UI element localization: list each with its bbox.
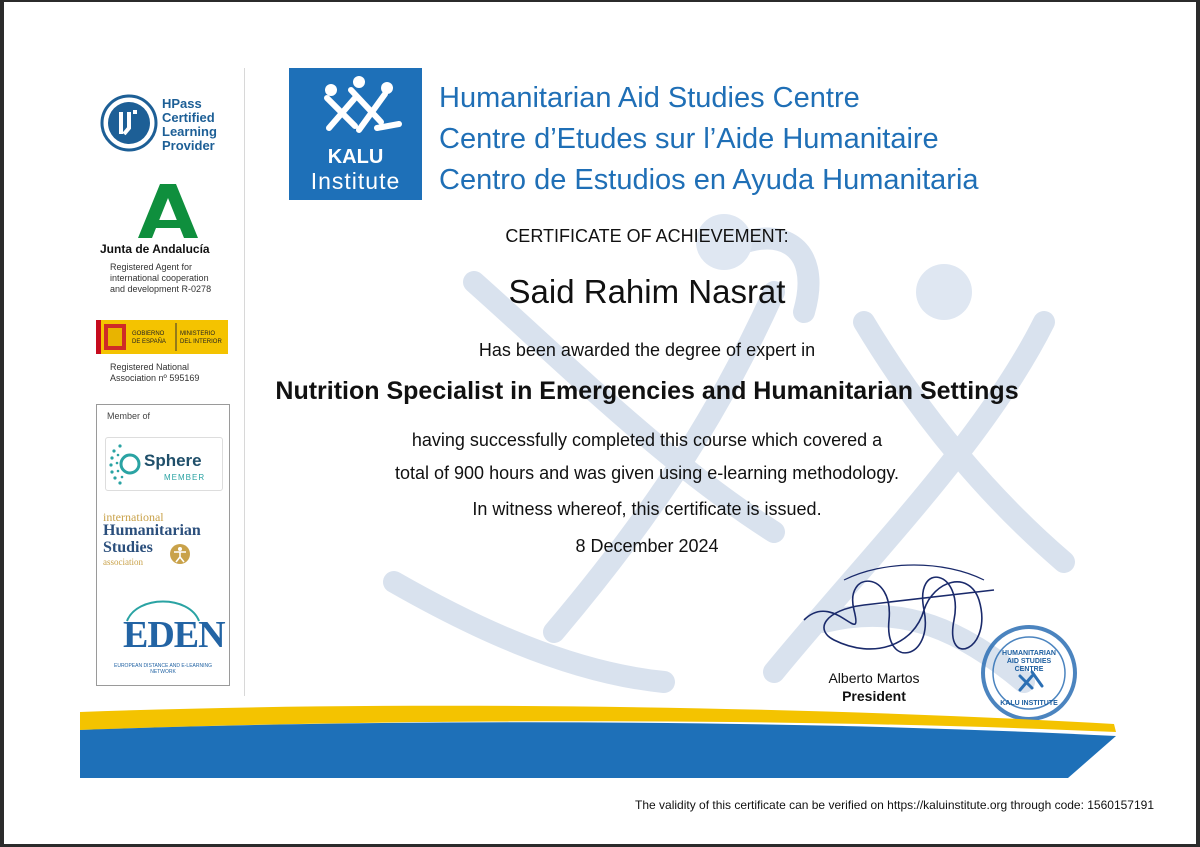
hpass-line-3: Learning: [162, 124, 217, 139]
kalu-logo-line-1: KALU: [327, 146, 384, 168]
kalu-figures-icon: [289, 68, 422, 148]
issue-date: 8 December 2024: [575, 536, 719, 556]
ihsa-line-4: association: [103, 557, 143, 567]
signature-mark: [794, 550, 1004, 680]
ihsa-line-1: international: [103, 510, 164, 524]
ministerio-line-1: MINISTERIO: [180, 331, 216, 337]
seal-line-4: KALU INSTITUTE: [1000, 700, 1058, 707]
spain-note-1: Registered National: [110, 362, 190, 372]
junta-note-2: international cooperation: [110, 273, 209, 283]
ministerio-line-2: DEL INTERIOR: [180, 339, 222, 345]
ihsa-line-2: Humanitarian: [103, 522, 201, 539]
gobierno-line-2: DE ESPAÑA: [132, 339, 166, 345]
signer-name: Alberto Martos: [828, 670, 920, 686]
recipient-name: Said Rahim Nasrat: [508, 273, 786, 310]
description-line-2: total of 900 hours and was given using e-learning methodology.: [395, 463, 899, 483]
junta-name: Junta de Andalucía: [100, 242, 210, 256]
sphere-word: Sphere: [144, 451, 202, 470]
verification-note: The validity of this certificate can be verified on https://kaluinstitute.org through code: 1560157191: [635, 798, 1154, 812]
eden-subtitle: EUROPEAN DISTANCE AND E-LEARNING NETWORK: [114, 663, 212, 675]
awarded-text: Has been awarded the degree of expert in: [478, 340, 816, 360]
eden-word: EDEN: [123, 614, 225, 656]
junta-note-1: Registered Agent for: [110, 262, 193, 272]
seal-line-2: AID STUDIES: [1006, 658, 1052, 665]
junta-note-3: and development R-0278: [110, 284, 212, 294]
witness-text: In witness whereof, this certificate is issued.: [472, 499, 822, 519]
title-english: Humanitarian Aid Studies Centre: [439, 82, 860, 114]
kalu-institute-logo: [289, 68, 422, 200]
footer-waves: [4, 692, 1196, 782]
hpass-icon: [100, 94, 158, 152]
signer-title: President: [842, 688, 906, 704]
description-line-1: having successfully completed this course which covered a: [411, 430, 883, 450]
hpass-line-1: HPass: [162, 96, 202, 111]
ihsa-line-3: Studies: [103, 539, 153, 556]
institute-titles: [439, 78, 979, 201]
gobierno-line-1: GOBIERNO: [132, 331, 165, 337]
hpass-line-2: Certified: [162, 110, 215, 125]
member-of-label: Member of: [107, 411, 151, 421]
certificate-page: [4, 2, 1196, 844]
certificate-label: CERTIFICATE OF ACHIEVEMENT:: [505, 226, 789, 246]
title-spanish: Centro de Estudios en Ayuda Humanitaria: [439, 164, 979, 196]
hpass-badge: [100, 94, 240, 164]
hpass-line-4: Provider: [162, 138, 215, 153]
title-french: Centre d’Etudes sur l’Aide Humanitaire: [439, 123, 939, 155]
eden-badge: [113, 591, 225, 677]
seal-line-3: CENTRE: [1014, 666, 1044, 673]
spain-note-2: Association nº 595169: [110, 373, 200, 383]
course-title: Nutrition Specialist in Emergencies and Humanitarian Settings: [275, 377, 1019, 405]
seal-line-1: HUMANITARIAN: [1002, 650, 1056, 657]
kalu-logo-line-2: Institute: [310, 168, 401, 194]
sphere-member: MEMBER: [164, 473, 206, 482]
